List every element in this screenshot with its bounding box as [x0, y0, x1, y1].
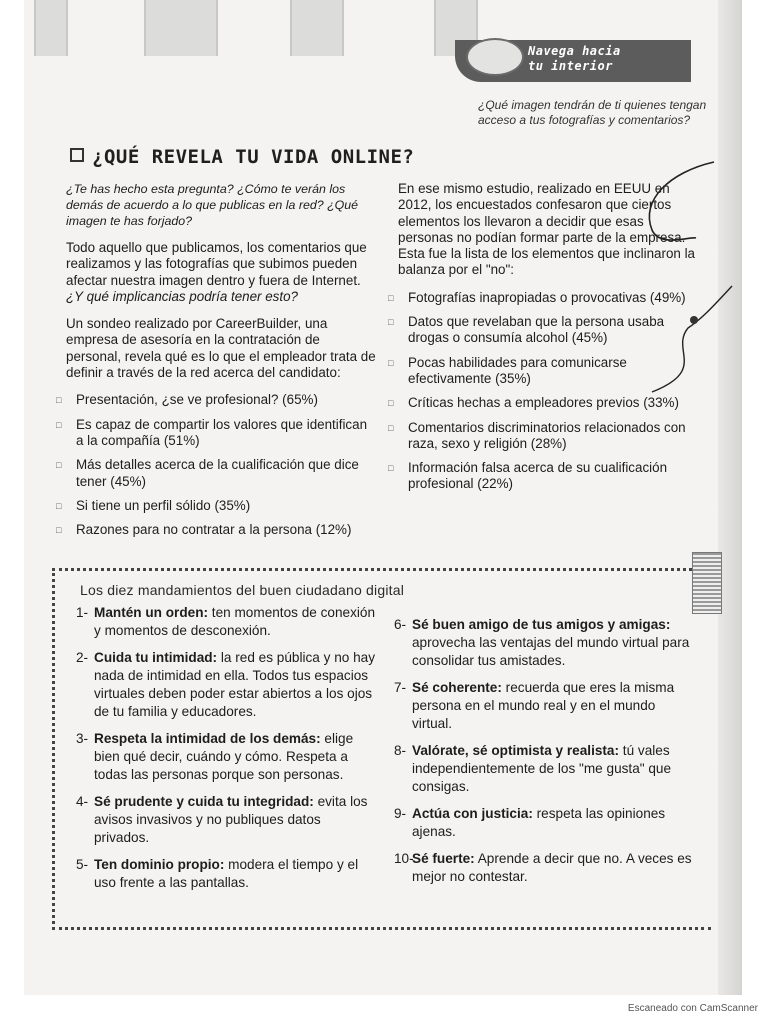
- list-item: □ Fotografías inapropiadas o provocativas (49%): [398, 290, 698, 306]
- commandment-bold: Sé coherente:: [412, 680, 502, 695]
- tab-title-line1: Navega hacia: [528, 44, 621, 58]
- commandment-item: [394, 850, 694, 886]
- commandment-bold: Sé buen amigo de tus amigos y amigas:: [412, 617, 671, 632]
- commandment-item: [76, 793, 376, 847]
- scan-mark: [34, 0, 68, 56]
- commandment-item: [76, 856, 376, 892]
- list-item: □ Es capaz de compartir los valores que identifican a la compañía (51%): [66, 417, 376, 450]
- commandments-title: Los diez mandamientos del buen ciudadano digital: [80, 582, 405, 598]
- scan-mark: [290, 0, 344, 56]
- commandment-text: Aprende a decir que no. A veces es mejor no contestar.: [412, 851, 692, 884]
- commandment-item: [76, 604, 376, 640]
- commandment-text: aprovecha las ventajas del mundo virtual para consolidar tus amistades.: [412, 635, 690, 668]
- commandment-number: 8-: [394, 743, 407, 758]
- box-corner-decoration: [692, 552, 722, 614]
- commandments-left: [76, 604, 376, 901]
- list-item: □ Críticas hechas a empleadores previos (33%): [398, 395, 698, 411]
- commandment-text: recuerda que eres la misma persona en el mundo real y en el mundo virtual.: [412, 680, 675, 731]
- commandment-text: la red es pública y no hay nada de intimidad en ella. Todos tus espacios virtuales deben poder estar abiertos a los ojos de tu familia y educadores.: [94, 650, 376, 719]
- commandments-right: [394, 616, 694, 895]
- commandment-bold: Sé prudente y cuida tu integridad:: [94, 794, 314, 809]
- paragraph-text: Todo aquello que publicamos, los comentarios que realizamos y las fotografías que subimos pueden afectar nuestra imagen dentro y fuera de Internet.: [66, 240, 367, 288]
- left-column: [66, 181, 376, 546]
- commandment-item: [394, 742, 694, 796]
- commandment-number: 9-: [394, 806, 407, 821]
- list-item: □ Presentación, ¿se ve profesional? (65%): [66, 392, 376, 408]
- section-heading: [70, 146, 490, 168]
- handwritten-curve-mark: [630, 160, 740, 400]
- commandment-text: respeta las opiniones ajenas.: [412, 806, 666, 839]
- tab-title: [528, 44, 688, 74]
- list-item: □ Comentarios discriminatorios relacionados con raza, sexo y religión (28%): [398, 420, 698, 453]
- commandment-number: 10-: [394, 851, 414, 866]
- commandment-bold: Ten dominio propio:: [94, 857, 225, 872]
- commandment-number: 2-: [76, 650, 89, 665]
- commandment-bold: Sé fuerte:: [412, 851, 475, 866]
- list-item: □ Pocas habilidades para comunicarse efectivamente (35%): [398, 355, 698, 388]
- commandment-number: 6-: [394, 617, 407, 632]
- heading-square-icon: [70, 148, 84, 162]
- commandment-item: [76, 730, 376, 784]
- commandment-item: [76, 649, 376, 721]
- commandment-number: 1-: [76, 605, 89, 620]
- commandment-bold: Actúa con justicia:: [412, 806, 533, 821]
- commandment-number: 5-: [76, 857, 89, 872]
- commandment-bold: Cuida tu intimidad:: [94, 650, 218, 665]
- commandment-bold: Valórate, sé optimista y realista:: [412, 743, 620, 758]
- commandment-bold: Mantén un orden:: [94, 605, 209, 620]
- scan-mark: [144, 0, 218, 56]
- page-edge-shadow: [718, 0, 742, 995]
- commandment-text: evita los avisos invasivos y no publiques datos privados.: [94, 794, 368, 845]
- list-item: □ Razones para no contratar a la persona (12%): [66, 522, 376, 538]
- commandment-item: [394, 805, 694, 841]
- paragraph-italic: ¿Y qué implicancias podría tener esto?: [66, 288, 298, 304]
- list-item: □ Más detalles acerca de la cualificación que dice tener (45%): [66, 457, 376, 490]
- scanner-footer: Escaneado con CamScanner: [627, 1003, 758, 1014]
- tab-title-line2: tu interior: [528, 59, 613, 73]
- paragraph: Un sondeo realizado por CareerBuilder, una empresa de asesoría en la contratación de personal, revela qué es lo que el empleador trata de definir a través de la red acerca del candidato:: [66, 316, 376, 381]
- tab-badge-icon: [466, 38, 524, 76]
- commandment-text: modera el tiempo y el uso frente a las pantallas.: [94, 857, 359, 890]
- intro-question: ¿Te has hecho esta pregunta? ¿Cómo te verán los demás de acuerdo a lo que publicas en la red? ¿Qué imagen te has forjado?: [66, 182, 359, 228]
- commandment-text: ten momentos de conexión y momentos de desconexión.: [94, 605, 376, 638]
- commandment-bold: Respeta la intimidad de los demás:: [94, 731, 321, 746]
- commandment-number: 3-: [76, 731, 89, 746]
- section-title: ¿QUÉ REVELA TU VIDA ONLINE?: [92, 146, 415, 168]
- commandment-text: tú vales independientemente de los "me gusta" que consigas.: [412, 743, 672, 794]
- list-item: □ Datos que revelaban que la persona usaba drogas o consumía alcohol (45%): [398, 314, 698, 347]
- list-item: □ Información falsa acerca de su cualificación profesional (22%): [398, 460, 698, 493]
- paragraph: En ese mismo estudio, realizado en EEUU en 2012, los encuestados confesaron que ciertos elementos los llevaron a decidir que esas personas no podían formar parte de la empresa. Esta fue la lista de los elementos que inclinaron la balanza por el "no":: [398, 181, 696, 278]
- commandment-item: [394, 679, 694, 733]
- commandment-item: [394, 616, 694, 670]
- commandment-number: 4-: [76, 794, 89, 809]
- commandment-text: elige bien qué decir, cuándo y cómo. Respeta a todas las personas porque son personas.: [94, 731, 354, 782]
- tab-question: ¿Qué imagen tendrán de ti quienes tengan acceso a tus fotografías y comentarios?: [478, 98, 707, 127]
- paragraph: [66, 240, 376, 305]
- commandment-number: 7-: [394, 680, 407, 695]
- list-item: □ Si tiene un perfil sólido (35%): [66, 498, 376, 514]
